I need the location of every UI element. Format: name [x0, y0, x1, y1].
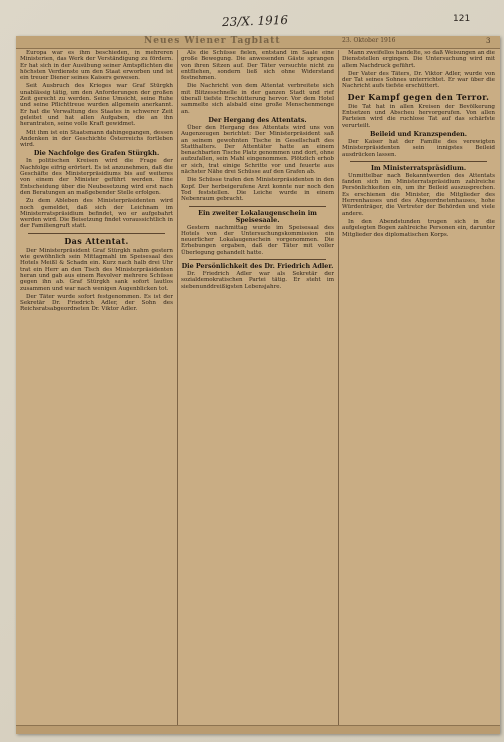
paragraph: Gestern nachmittag wurde im Speisesaal des Hotels von der Untersuchungskommission ein neuerlicher Lokalaugenschein vorgenommen. Die Erhebungen ergaben, daß der Täter mit voller Überlegung gehandelt hatte.	[181, 224, 334, 256]
article-columns	[20, 50, 496, 732]
paragraph: Europa war es ihm beschieden, in mehreren Ministerien, das Werk der Verständigung zu fördern. Er hat sich in der Ausübung seiner Amtspflichten die höchsten Verdienste um den Staat erworben und ist ein treuer Diener seines Kaisers gewesen.	[20, 50, 173, 82]
section-heading: Die Nachfolge des Grafen Stürgkh.	[33, 149, 160, 158]
paragraph: Der Täter wurde sofort festgenommen. Es ist der Sekretär Dr. Friedrich Adler, der Sohn des Reichsratsabgeordneten Dr. Viktor Adler.	[20, 293, 173, 313]
divider	[350, 161, 487, 162]
divider	[189, 206, 326, 207]
column-1	[20, 50, 173, 732]
paragraph: Unmittelbar nach Bekanntwerden des Attentats fanden sich im Ministerratspräsidium zahlreiche Persönlichkeiten ein, um ihr Beileid auszusprechen. Es erschienen die Minister, die Mitglieder des Herrenhauses und des Abgeordnetenhauses, hohe Würdenträger, die Vertreter der Behörden und viele andere.	[342, 172, 495, 217]
paragraph: Der Kaiser hat der Familie des verewigten Ministerpräsidenten sein innigstes Beileid ausdrücken lassen.	[342, 138, 495, 158]
page-number: 3	[486, 37, 491, 45]
paragraph: Der Vater des Täters, Dr. Viktor Adler, wurde von der Tat seines Sohnes unterrichtet. Er war über die Nachricht aufs tiefste erschüttert.	[342, 70, 495, 90]
paragraph: In politischen Kreisen wird die Frage der Nachfolge eifrig erörtert. Es ist anzunehmen, daß die Geschäfte des Ministerpräsidiums bis auf weiteres von einem der Minister geführt werden. Eine Entscheidung über die Neubesetzung wird erst nach den Beratungen an maßgebender Stelle erfolgen.	[20, 158, 173, 196]
masthead-date: 23. Oktober 1916	[342, 37, 396, 44]
section-heading: Der Hergang des Attentats.	[208, 115, 307, 124]
paragraph: Zu dem Ableben des Ministerpräsidenten wird noch gemeldet, daß sich der Leichnam im Ministerratspräsidium befindet, wo er aufgebahrt werden wird. Die Beisetzung findet voraussichtlich in der Familiengruft statt.	[20, 198, 173, 230]
archive-number: 121	[453, 14, 471, 24]
masthead-title: Neues Wiener Tagblatt	[144, 36, 281, 46]
paragraph: Als die Schüsse fielen, entstand im Saale eine große Bewegung. Die anwesenden Gäste sprangen von ihren Sitzen auf. Der Täter versuchte nicht zu entfliehen, sondern ließ sich ohne Widerstand festnehmen.	[181, 50, 334, 82]
paragraph: Der Ministerpräsident Graf Stürgkh nahm gestern wie gewöhnlich sein Mittagmahl im Speisesaal des Hotels Meißl & Schadn ein. Kurz nach halb drei Uhr trat ein Herr an den Tisch des Ministerpräsidenten heran und gab aus einem Revolver mehrere Schüsse gegen ihn ab. Graf Stürgkh sank sofort lautlos zusammen und war nach wenigen Augenblicken tot.	[20, 247, 173, 292]
paragraph: Die Tat hat in allen Kreisen der Bevölkerung Entsetzen und Abscheu hervorgerufen. Von allen Parteien wird die ruchlose Tat auf das schärfste verurteilt.	[342, 103, 495, 129]
column-rule	[338, 50, 339, 732]
column-3	[342, 50, 495, 732]
paragraph: Dr. Friedrich Adler war als Sekretär der sozialdemokratischen Partei tätig. Er steht im siebenunddreißigsten Lebensjahre.	[181, 271, 334, 290]
paragraph: Mann zweifellos handelte, so daß Weisungen an die Dienststellen ergingen. Die Untersuchung wird mit allem Nachdruck geführt.	[342, 50, 495, 69]
section-heading: Die Persönlichkeit des Dr. Friedrich Adler.	[181, 262, 334, 271]
paragraph: In den Abendstunden trugen sich in die aufgelegten Bogen zahlreiche Personen ein, darunter Mitglieder des diplomatischen Korps.	[342, 218, 495, 238]
column-rule	[177, 50, 178, 732]
newspaper-clipping	[16, 36, 500, 734]
paragraph: Über den Hergang des Attentats wird uns von Augenzeugen berichtet: Der Ministerpräsident saß an seinem gewohnten Tische in Gesellschaft des Statthalters. Der Attentäter hatte an einem benachbarten Tische Platz genommen und dort, ohne aufzufallen, sein Mahl eingenommen. Plötzlich erhob er sich, trat einige Schritte vor und feuerte aus nächster Nähe drei Schüsse auf den Grafen ab.	[181, 124, 334, 176]
paragraph: Die Schüsse trafen den Ministerpräsidenten in den Kopf. Der herbeigerufene Arzt konnte nur noch den Tod feststellen. Die Leiche wurde in einem Nebenraum gebracht.	[181, 177, 334, 203]
divider	[189, 259, 326, 260]
paragraph: Seit Ausbruch des Krieges war Graf Stürgkh unablässig tätig, um den Anforderungen der großen Zeit gerecht zu werden. Seine Umsicht, seine Ruhe und seine Pflichttreue wurden allgemein anerkannt. Er hat die Verwaltung des Staates in schwerer Zeit geleitet und hat allen Aufgaben, die an ihn herantraten, seine volle Kraft gewidmet.	[20, 83, 173, 128]
clipping-bottom-edge	[16, 725, 500, 734]
paragraph: Die Nachricht von dem Attentat verbreitete sich mit Blitzesschnelle in der ganzen Stadt und rief überall tiefste Erschütterung hervor. Vor dem Hotel sammelte sich alsbald eine große Menschenmenge an.	[181, 83, 334, 115]
handwritten-date: 23/X. 1916	[221, 12, 289, 30]
section-heading: Der Kampf gegen den Terror.	[347, 91, 490, 102]
section-heading: Im Ministerratspräsidium.	[370, 163, 467, 172]
section-heading: Das Attentat.	[64, 235, 129, 246]
divider	[28, 233, 165, 234]
section-heading: Ein zweiter Lokalaugenschein im Speisesaale.	[198, 208, 317, 224]
paragraph: Mit ihm ist ein Staatsmann dahingegangen, dessen Andenken in der Geschichte Österreichs fortleben wird.	[20, 129, 173, 149]
section-heading: Beileid und Kranzspenden.	[369, 129, 468, 138]
column-2	[181, 50, 334, 732]
masthead	[16, 36, 500, 49]
